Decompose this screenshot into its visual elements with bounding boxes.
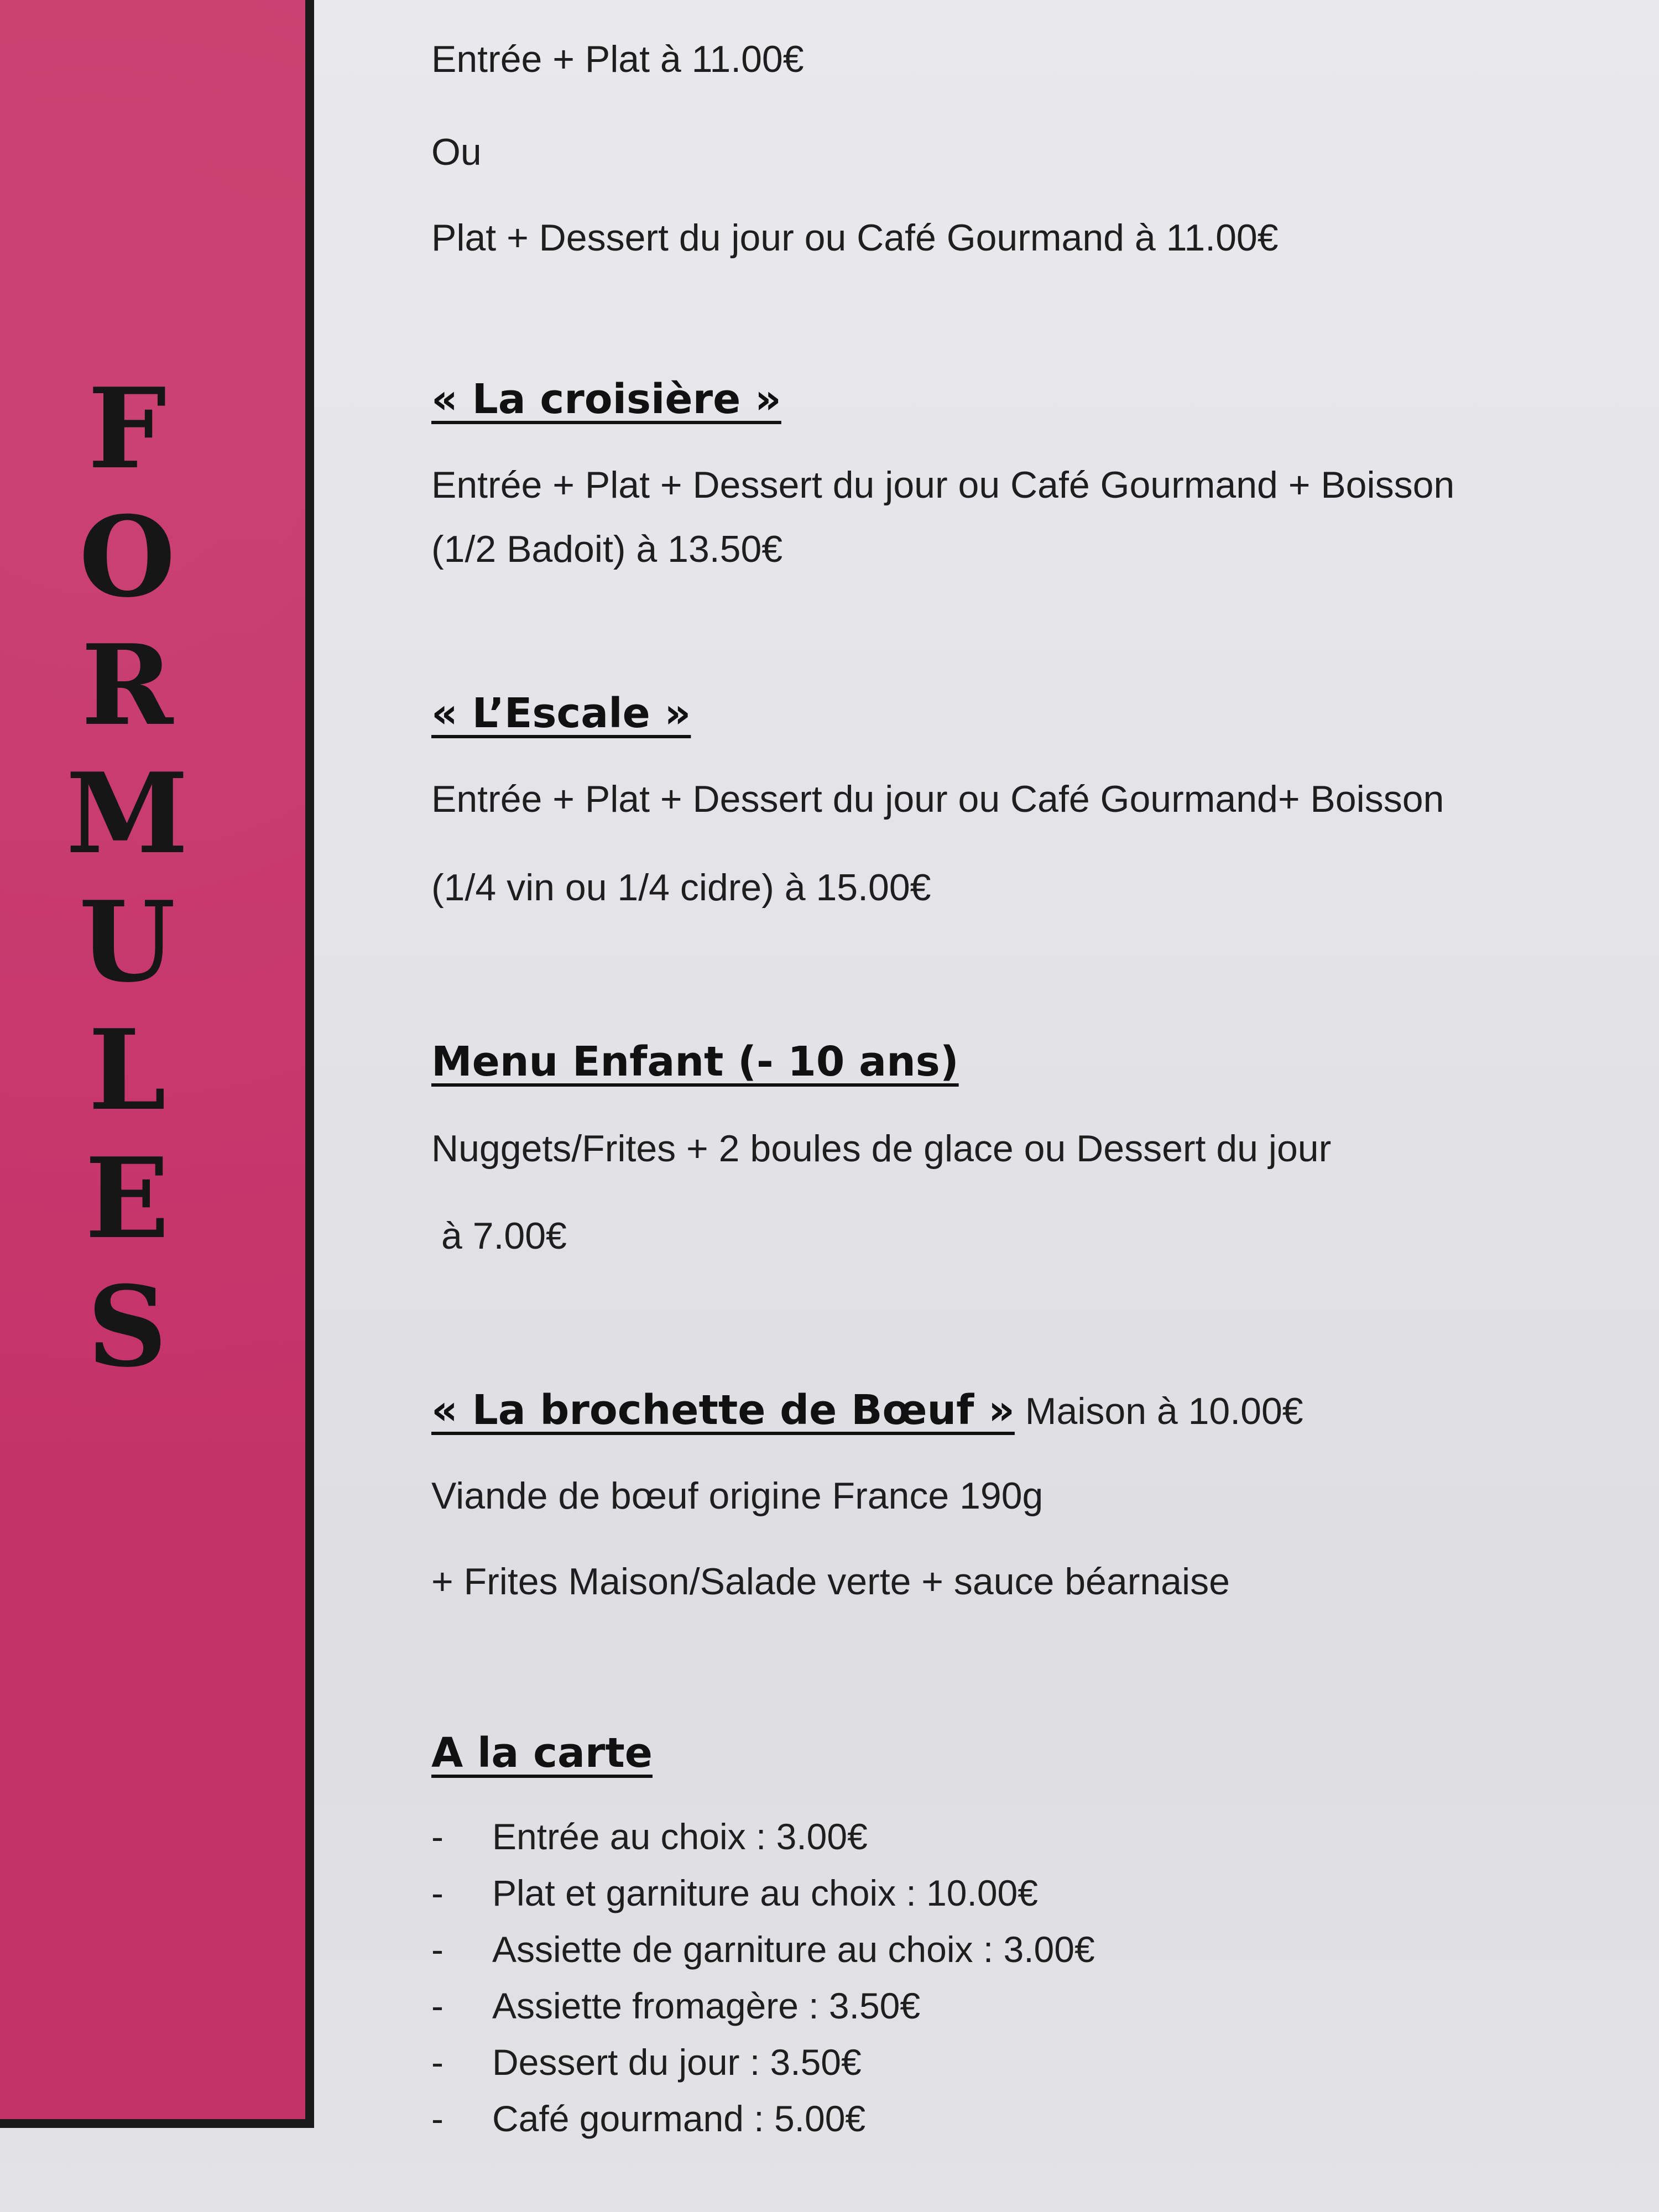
list-bullet: - bbox=[431, 1929, 444, 1970]
formule-line: Entrée + Plat à 11.00€ bbox=[431, 38, 804, 80]
brochette-heading: « La brochette de Bœuf » bbox=[431, 1386, 1015, 1434]
menu-enfant-heading: Menu Enfant (- 10 ans) bbox=[431, 1038, 959, 1086]
list-item-text: Assiette de garniture au choix : 3.00€ bbox=[492, 1929, 1095, 1970]
list-item bbox=[431, 1808, 1095, 1865]
title-letter: U bbox=[79, 877, 176, 1007]
croisiere-line: Entrée + Plat + Dessert du jour ou Café Gourmand + Boisson bbox=[431, 464, 1455, 506]
menu-enfant-price: à 7.00€ bbox=[441, 1215, 567, 1257]
list-item bbox=[431, 2090, 1095, 2147]
formule-separator: Ou bbox=[431, 131, 482, 173]
list-item bbox=[431, 1865, 1095, 1921]
brochette-price: Maison à 10.00€ bbox=[1014, 1390, 1303, 1432]
brochette-heading-row bbox=[431, 1383, 1303, 1438]
sidebar-band bbox=[0, 0, 314, 2128]
list-bullet: - bbox=[431, 1816, 444, 1857]
list-bullet: - bbox=[431, 2098, 444, 2139]
brochette-line: + Frites Maison/Salade verte + sauce béarnaise bbox=[431, 1561, 1230, 1603]
title-letter: R bbox=[81, 620, 174, 750]
title-letter: L bbox=[88, 1005, 166, 1135]
title-letter: O bbox=[79, 492, 176, 622]
a-la-carte-heading: A la carte bbox=[431, 1729, 653, 1777]
a-la-carte-list bbox=[431, 1808, 1095, 2147]
title-letter: M bbox=[66, 749, 189, 879]
brochette-line: Viande de bœuf origine France 190g bbox=[431, 1475, 1044, 1517]
list-item-text: Dessert du jour : 3.50€ bbox=[492, 2042, 862, 2083]
formule-line: Plat + Dessert du jour ou Café Gourmand à 11.00€ bbox=[431, 217, 1279, 259]
formules-vertical-title bbox=[22, 365, 232, 1391]
escale-line: Entrée + Plat + Dessert du jour ou Café Gourmand+ Boisson bbox=[431, 778, 1444, 820]
menu-enfant-line: Nuggets/Frites + 2 boules de glace ou Dessert du jour bbox=[431, 1128, 1332, 1170]
title-letter: S bbox=[87, 1262, 168, 1392]
list-item-text: Café gourmand : 5.00€ bbox=[492, 2098, 866, 2139]
list-bullet: - bbox=[431, 1872, 444, 1913]
croisiere-heading: « La croisière » bbox=[431, 375, 781, 423]
list-bullet: - bbox=[431, 1985, 444, 2026]
list-item bbox=[431, 2034, 1095, 2090]
list-item bbox=[431, 1978, 1095, 2034]
list-item-text: Entrée au choix : 3.00€ bbox=[492, 1816, 868, 1857]
escale-line: (1/4 vin ou 1/4 cidre) à 15.00€ bbox=[431, 867, 931, 909]
escale-heading: « L’Escale » bbox=[431, 690, 691, 737]
list-item bbox=[431, 1921, 1095, 1978]
title-letter: E bbox=[85, 1134, 170, 1264]
list-item-text: Assiette fromagère : 3.50€ bbox=[492, 1985, 921, 2026]
croisiere-line: (1/2 Badoit) à 13.50€ bbox=[431, 528, 783, 570]
list-bullet: - bbox=[431, 2042, 444, 2083]
list-item-text: Plat et garniture au choix : 10.00€ bbox=[492, 1872, 1038, 1913]
title-letter: F bbox=[88, 364, 166, 494]
